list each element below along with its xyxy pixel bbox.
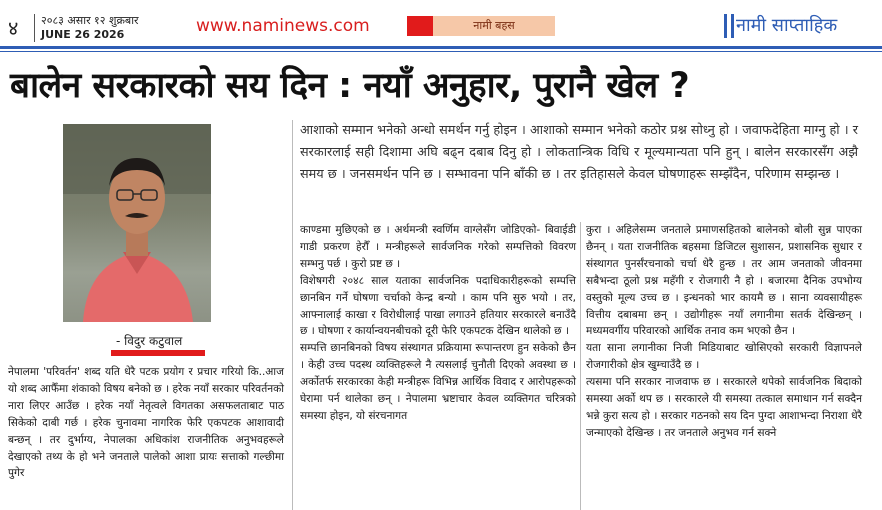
author-photo	[63, 124, 211, 322]
section-tag: नामी बहस	[433, 16, 555, 36]
header-rule	[0, 46, 882, 49]
paragraph: विशेषगरी २०४८ साल यताका सार्वजनिक पदाधिकारीहरूको सम्पत्ति छानबिन गर्ने घोषणा चर्चाको केन्द्र बन्यो । काम पनि सुरु भयो । तर, आफ्नालाई काखा र विरोधीलाई पाखा लगाउने हतियार सरकारले बनाउँदै छ । घोषणा र कार्यान्वयनबीचको दूरी फेरि एकपटक देखिन थालेको छ ।	[300, 274, 576, 338]
section-marker	[407, 16, 433, 36]
article-column-1	[8, 364, 284, 482]
article-headline: बालेन सरकारको सय दिन : नयाँ अनुहार, पुरानै खेल ?	[10, 66, 690, 106]
paragraph: त्यसमा पनि सरकार नाजवाफ छ । सरकारले थपेको सार्वजनिक बिदाको समस्या अर्को थप छ । सरकारले यी समस्या तत्काल समाधान गर्न सक्दैन भन्ने कुरा सत्य हो । सरकार गठनको सय दिन पुग्दा आशाभन्दा निराशा धेरै जन्माएको देखिन्छ । तर जनताले अनुभव गर्न सक्ने	[586, 376, 862, 439]
article-column-3	[586, 222, 862, 442]
brand-name: नामी साप्ताहिक	[736, 15, 838, 36]
date-block	[34, 14, 139, 42]
site-url[interactable]: www.naminews.com	[196, 16, 370, 36]
paragraph: नेपालमा 'परिवर्तन' शब्द यति धेरै पटक प्रयोग र प्रचार गरियो कि..आज यो शब्द आफैँमा शंकाको विषय बनेको छ । हरेक नयाँ सरकार परिवर्तनको नारा लिएर आउँछ । हरेक नयाँ नेतृत्वले विगतका असफलताबाट पाठ सिकेको दाबी गर्छ । हरेक चुनावमा नागरिक फेरि एकपटक आशावादी बन्छन् । तर दुर्भाग्य, नेपालका अधिकांश राजनीतिक अनुभवहरूले देखाएको तथ्य के हो भने जनताले पालेको आशा प्रायः सत्ताको गल्छीमा पुगेर	[8, 366, 284, 480]
paragraph: कुरा । अहिलेसम्म जनताले प्रमाणसहितको बालेनको बोली सुन्न पाएका छैनन् । यता राजनीतिक बहसमा डिजिटल सुशासन, प्रशासनिक सुधार र संस्थागत पुनर्संरचनाको चर्चा धेरै हुन्छ । तर आम जनताको जीवनमा सबैभन्दा ठूलो प्रश्न महँगी र रोजगारी नै हो । बजारमा दैनिक उपभोग्य वस्तुको मूल्य उच्च छ । इन्धनको भार कायमै छ । साना व्यवसायीहरू वित्तीय दबाबमा छन् । उद्योगीहरू नयाँ लगानीमा सतर्क देखिन्छन् । मध्यमवर्गीय परिवारको आर्थिक तनाव कम भएको छैन ।	[586, 224, 862, 338]
column-divider	[580, 222, 581, 510]
paragraph: काण्डमा मुछिएको छ । अर्थमन्त्री स्वर्णिम वाग्लेसँग जोडिएको- बिवाईडी गाडी प्रकरण हेरौँ । मन्त्रीहरूले सार्वजनिक गरेको सम्पत्तिको विवरण सम्भनु पर्छ । कुरो प्रष्ट छ ।	[300, 224, 576, 270]
article-lead: आशाको सम्मान भनेको अन्धो समर्थन गर्नु होइन । आशाको सम्मान भनेको कठोर प्रश्न सोध्नु हो । जवाफदेहिता माग्नु हो । र सरकारलाई सही दिशामा अघि बढ्न दबाब दिनु हो । लोकतान्त्रिक विधि र मूल्यमान्यता पनि हुन् । बालेन सरकारसँग अझै समय छ । जनसमर्थन पनि छ । सम्भावना पनि बाँकी छ । तर इतिहासले केवल घोषणाहरू सम्झँदैन, परिणाम सम्झन्छ ।	[300, 123, 858, 182]
column-divider	[292, 120, 293, 510]
masthead	[0, 0, 882, 48]
english-date: JUNE 26 2026	[41, 28, 125, 41]
paragraph: यता साना लगानीका निजी मिडियाबाट खोसिएको सरकारी विज्ञापनले रोजगारीको क्षेत्र खुम्चाउँदै छ ।	[586, 342, 862, 372]
page-number: ४	[8, 16, 19, 40]
header-rule-thin	[0, 51, 882, 52]
caption-bar	[111, 350, 205, 356]
brand-bars-icon	[724, 14, 734, 38]
paragraph: सम्पत्ति छानबिनको विषय संस्थागत प्रक्रियामा रूपान्तरण हुन सकेको छैन । केही उच्च पदस्थ व्यक्तिहरूले नै त्यसलाई चुनौती दिएको अवस्था छ । अर्कोतर्फ सरकारका केही मन्त्रीहरू विभिन्न आर्थिक विवाद र आरोपहरूको घेरामा पर्न थालेका छन् । नेपालमा भ्रष्टाचार केवल व्यक्तिगत चरित्रको समस्या होइन, यो संरचनागत	[300, 342, 576, 422]
nepali-date: २०८३ असार १२ शुक्रबार	[41, 14, 139, 27]
article-column-2	[300, 222, 576, 425]
author-caption: - विदुर कटुवाल	[116, 334, 183, 348]
